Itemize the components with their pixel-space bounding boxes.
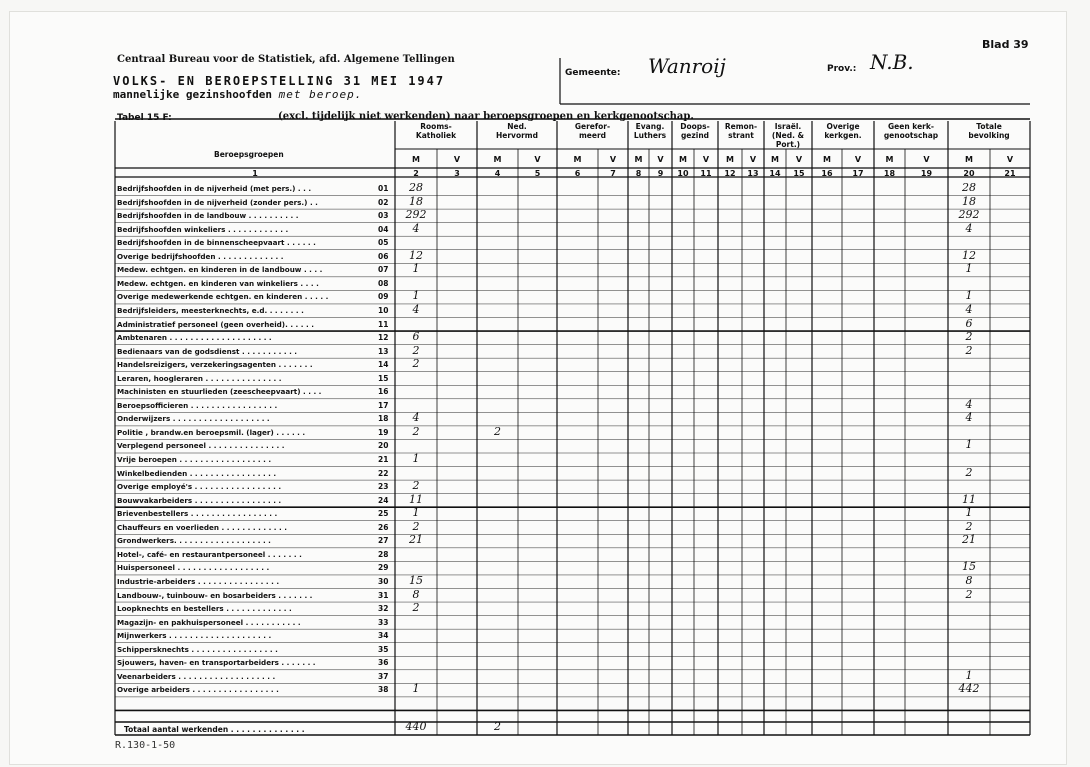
- column-number: 3: [454, 169, 460, 178]
- cell-total-m: 4: [965, 221, 973, 235]
- cell-total-m: 8: [965, 573, 973, 587]
- row-number: 10: [378, 305, 389, 315]
- cell-nh-m: 2: [494, 424, 501, 438]
- cell-rk-m: 1: [412, 506, 420, 520]
- column-number: 9: [657, 169, 664, 178]
- province-label: Prov.:: [827, 64, 857, 74]
- column-v-header: V: [609, 155, 617, 164]
- cell-total-m: 28: [962, 181, 976, 194]
- municipality-label: Gemeente:: [565, 68, 621, 78]
- row-label: Sjouwers, haven- en transportarbeiders . . . . . . .: [117, 658, 316, 668]
- column-m-header: M: [771, 155, 779, 164]
- column-m-header: M: [965, 155, 973, 164]
- row-label: Industrie-arbeiders . . . . . . . . . . . . . . . .: [117, 576, 280, 586]
- column-group-3: Gerefor- meerd: [574, 122, 611, 140]
- row-number: 11: [378, 319, 389, 329]
- cell-rk-m: 4: [412, 302, 420, 316]
- column-group-1: Rooms- Katholiek: [415, 122, 457, 140]
- row-label: Overige arbeiders . . . . . . . . . . . . . . . . .: [117, 685, 279, 695]
- cell-total-m: 11: [962, 492, 976, 506]
- column-v-header: V: [749, 155, 757, 164]
- subtitle-printed: mannelijke gezinshoofden: [113, 88, 272, 101]
- cell-rk-m: 21: [409, 533, 423, 547]
- cell-total-m: 2: [965, 587, 973, 601]
- column-number: 12: [724, 169, 736, 178]
- column-v-header: V: [923, 155, 930, 164]
- institute-heading: Centraal Bureau voor de Statistiek, afd. Algemene Tellingen: [117, 54, 455, 65]
- cell-rk-m: 2: [412, 357, 420, 371]
- census-title: VOLKS- EN BEROEPSTELLING 31 MEI 1947: [113, 74, 446, 88]
- row-label: Veenarbeiders . . . . . . . . . . . . . . . . . . .: [117, 671, 276, 681]
- row-label: Administratief personeel (geen overheid). . . . . .: [117, 319, 314, 329]
- row-number: 12: [378, 333, 389, 343]
- cell-total-m: 1: [965, 668, 973, 682]
- cell-total-m: 1: [965, 262, 973, 276]
- cell-rk-m: 12: [409, 248, 423, 262]
- row-number: 20: [378, 441, 389, 451]
- cell-total-m: 12: [962, 248, 976, 262]
- row-label: Bedrijfshoofden in de binnenscheepvaart . . . . . .: [117, 238, 316, 248]
- row-label: Bedrijfshoofden in de landbouw . . . . . . . . . .: [117, 211, 299, 221]
- row-number: 24: [378, 495, 389, 505]
- row-number: 19: [378, 427, 389, 437]
- sheet-number: Blad 39: [982, 38, 1029, 51]
- column-number: 1: [252, 169, 258, 178]
- column-group-9: Geen kerk- genootschap: [883, 122, 939, 140]
- row-number: 30: [378, 576, 389, 586]
- row-number: 17: [378, 400, 389, 410]
- column-number: 4: [494, 169, 501, 178]
- row-label: Bouwvakarbeiders . . . . . . . . . . . . . . . . .: [117, 495, 282, 505]
- cell-total-m: 2: [965, 343, 973, 357]
- column-v-header: V: [795, 155, 803, 164]
- column-m-header: M: [573, 155, 582, 164]
- row-label: Huispersoneel . . . . . . . . . . . . . . . . . .: [117, 563, 270, 573]
- row-number: 32: [378, 604, 389, 614]
- row-label: Bedienaars van de godsdienst . . . . . . . . . . .: [117, 346, 298, 356]
- column-number: 10: [677, 169, 689, 178]
- row-number: 01: [378, 184, 389, 193]
- row-number: 27: [378, 536, 389, 546]
- column-v-header: V: [453, 155, 461, 164]
- column-v-header: V: [534, 155, 541, 164]
- column-v-header: V: [1006, 155, 1014, 164]
- row-label: Magazijn- en pakhuispersoneel . . . . . . . . . . .: [117, 617, 301, 627]
- column-number: 20: [963, 169, 975, 178]
- cell-total-m: 4: [965, 397, 973, 411]
- row-number: 14: [378, 360, 389, 370]
- cell-total-m: 21: [962, 533, 976, 547]
- row-label: Medew. echtgen. en kinderen van winkeliers . . . .: [117, 278, 319, 288]
- row-label: Brievenbestellers . . . . . . . . . . . . . . . . .: [117, 509, 278, 519]
- cell-total-m: 292: [958, 208, 980, 222]
- total-rk-m: 440: [405, 720, 427, 733]
- row-label: Loopknechts en bestellers . . . . . . . . . . . . .: [117, 604, 292, 614]
- cell-total-m: 4: [965, 411, 973, 425]
- row-label: Medew. echtgen. en kinderen in de landbouw . . . .: [117, 265, 323, 275]
- row-number: 29: [378, 563, 389, 573]
- totals-label: Totaal aantal werkenden . . . . . . . . . . . . . .: [124, 725, 305, 734]
- row-label: Politie , brandw.en beroepsmil. (lager) . . . . . .: [117, 427, 306, 437]
- row-number: 23: [378, 482, 389, 492]
- column-m-header: M: [885, 155, 894, 164]
- column-number: 16: [821, 169, 833, 178]
- cell-rk-m: 4: [412, 411, 420, 425]
- row-number: 31: [378, 590, 389, 600]
- row-label: Grondwerkers. . . . . . . . . . . . . . . . . . .: [117, 536, 271, 546]
- row-number: 18: [378, 414, 389, 424]
- column-number: 11: [700, 169, 712, 178]
- subtitle-handwritten: met beroep.: [278, 88, 363, 101]
- row-label: Overige bedrijfshoofden . . . . . . . . . . . . .: [117, 251, 284, 261]
- cell-rk-m: 1: [412, 262, 420, 276]
- row-number: 34: [378, 631, 389, 641]
- cell-rk-m: 28: [409, 181, 423, 194]
- row-number: 25: [378, 509, 389, 519]
- row-number: 28: [378, 549, 389, 559]
- column-group-8: Overige kerkgen.: [824, 122, 862, 140]
- row-number: 05: [378, 238, 389, 248]
- row-number: 03: [378, 211, 389, 221]
- column-number: 19: [920, 169, 933, 178]
- column-number: 5: [534, 169, 541, 178]
- cell-total-m: 2: [965, 519, 973, 533]
- cell-total-m: 442: [958, 682, 980, 696]
- cell-rk-m: 1: [412, 289, 420, 303]
- cell-rk-m: 2: [412, 601, 420, 615]
- cell-total-m: 2: [965, 330, 973, 344]
- row-number: 22: [378, 468, 389, 478]
- row-number: 36: [378, 658, 389, 668]
- row-number: 08: [378, 278, 389, 288]
- cell-rk-m: 8: [412, 587, 420, 601]
- column-number: 14: [769, 169, 781, 178]
- row-label: Bedrijfsleiders, meesterknechts, e.d. . . . . . . .: [117, 305, 304, 315]
- row-label: Mijnwerkers . . . . . . . . . . . . . . . . . . . .: [117, 631, 272, 641]
- row-number: 26: [378, 522, 389, 532]
- row-label: Chauffeurs en voerlieden . . . . . . . . . . . . .: [117, 522, 287, 532]
- column-m-header: M: [412, 155, 420, 164]
- row-number: 16: [378, 387, 389, 397]
- cell-rk-m: 2: [412, 479, 420, 493]
- cell-rk-m: 1: [412, 452, 420, 465]
- cell-rk-m: 4: [412, 221, 420, 235]
- cell-total-m: 1: [965, 438, 973, 452]
- column-number: 18: [883, 169, 896, 178]
- row-label: Overige medewerkende echtgen. en kinderen . . . . .: [117, 292, 329, 302]
- row-number: 13: [378, 346, 389, 356]
- cell-rk-m: 6: [412, 330, 420, 344]
- row-label: Ambtenaren . . . . . . . . . . . . . . . . . . . .: [117, 333, 272, 343]
- column-group-7: Israël. (Ned. & Port.): [771, 122, 805, 149]
- municipality-value: Wanroij: [648, 54, 726, 78]
- table-subtitle: [113, 88, 362, 101]
- cell-total-m: 1: [965, 289, 973, 303]
- column-m-header: M: [726, 155, 734, 164]
- column-group-10: Totale bevolking: [968, 122, 1010, 140]
- column-v-header: V: [657, 155, 664, 164]
- cell-total-m: 18: [962, 194, 976, 208]
- row-number: 33: [378, 617, 389, 627]
- row-label: Overige employé's . . . . . . . . . . . . . . . . .: [117, 482, 282, 492]
- row-label: Bedrijfshoofden in de nijverheid (met pers.) . . .: [117, 184, 312, 193]
- row-number: 07: [378, 265, 389, 275]
- column-number: 21: [1004, 169, 1016, 178]
- cell-rk-m: 2: [412, 519, 420, 533]
- column-m-header: M: [493, 155, 502, 164]
- column-v-header: V: [854, 155, 862, 164]
- cell-rk-m: 15: [409, 573, 423, 587]
- row-label: Landbouw-, tuinbouw- en bosarbeiders . . . . . . .: [117, 590, 313, 600]
- column-number: 17: [852, 169, 864, 178]
- row-label: Bedrijfshoofden winkeliers . . . . . . . . . . . .: [117, 224, 289, 234]
- row-label: Beroepsofficieren . . . . . . . . . . . . . . . . .: [117, 400, 278, 410]
- column-number: 15: [793, 169, 805, 178]
- row-number: 02: [378, 197, 389, 207]
- cell-total-m: 6: [965, 316, 973, 330]
- row-label: Verplegend personeel . . . . . . . . . . . . . . .: [117, 441, 285, 451]
- row-label: Leraren, hoogleraren . . . . . . . . . . . . . . .: [117, 373, 282, 383]
- cell-total-m: 1: [965, 506, 973, 520]
- row-number: 37: [378, 671, 389, 681]
- column-m-header: M: [679, 155, 687, 164]
- row-number: 21: [378, 455, 389, 464]
- row-label: Vrije beroepen . . . . . . . . . . . . . . . . . .: [117, 455, 272, 464]
- column-number: 8: [635, 169, 642, 178]
- row-number: 09: [378, 292, 389, 302]
- row-number: 04: [378, 224, 389, 234]
- row-number: 06: [378, 251, 389, 261]
- column-number: 2: [413, 169, 419, 178]
- total-nh-m: 2: [494, 720, 501, 733]
- row-label: Bedrijfshoofden in de nijverheid (zonder pers.) . .: [117, 197, 318, 207]
- row-label: Handelsreizigers, verzekeringsagenten . . . . . . .: [117, 360, 313, 370]
- row-label: Schippersknechts . . . . . . . . . . . . . . . . .: [117, 644, 278, 654]
- form-code: R.130-1-50: [115, 740, 176, 751]
- row-header-label: Beroepsgroepen: [214, 150, 284, 159]
- table-description: (excl. tijdelijk niet werkenden) naar beroepsgroepen en kerkgenootschap.: [278, 111, 694, 122]
- column-number: 6: [574, 169, 581, 178]
- cell-rk-m: 2: [412, 343, 420, 357]
- cell-total-m: 2: [965, 465, 973, 479]
- cell-rk-m: 11: [409, 492, 423, 506]
- column-group-4: Evang. Luthers: [633, 122, 667, 140]
- row-label: Machinisten en stuurlieden (zeescheepvaart) . . . .: [117, 387, 322, 397]
- row-number: 35: [378, 644, 389, 654]
- cell-rk-m: 18: [409, 194, 423, 208]
- cell-rk-m: 292: [405, 208, 427, 222]
- row-label: Winkelbedienden . . . . . . . . . . . . . . . . .: [117, 468, 277, 478]
- column-v-header: V: [702, 155, 710, 164]
- row-number: 38: [378, 685, 389, 695]
- column-group-5: Doops- gezind: [680, 122, 710, 140]
- row-number: 15: [378, 373, 389, 383]
- column-group-6: Remon- strant: [724, 122, 758, 140]
- cell-rk-m: 2: [412, 424, 420, 438]
- column-m-header: M: [634, 155, 643, 164]
- cell-total-m: 15: [962, 560, 976, 574]
- table-label: Tabel 15 F:: [117, 113, 172, 123]
- row-label: Hotel-, café- en restaurantpersoneel . . . . . . .: [117, 549, 302, 559]
- column-group-2: Ned. Hervormd: [496, 122, 538, 140]
- row-label: Onderwijzers . . . . . . . . . . . . . . . . . . .: [117, 414, 270, 424]
- cell-total-m: 4: [965, 302, 973, 316]
- province-value: N.B.: [870, 50, 914, 74]
- column-m-header: M: [823, 155, 831, 164]
- column-number: 7: [610, 169, 616, 178]
- column-number: 13: [747, 169, 759, 178]
- cell-rk-m: 1: [412, 682, 420, 696]
